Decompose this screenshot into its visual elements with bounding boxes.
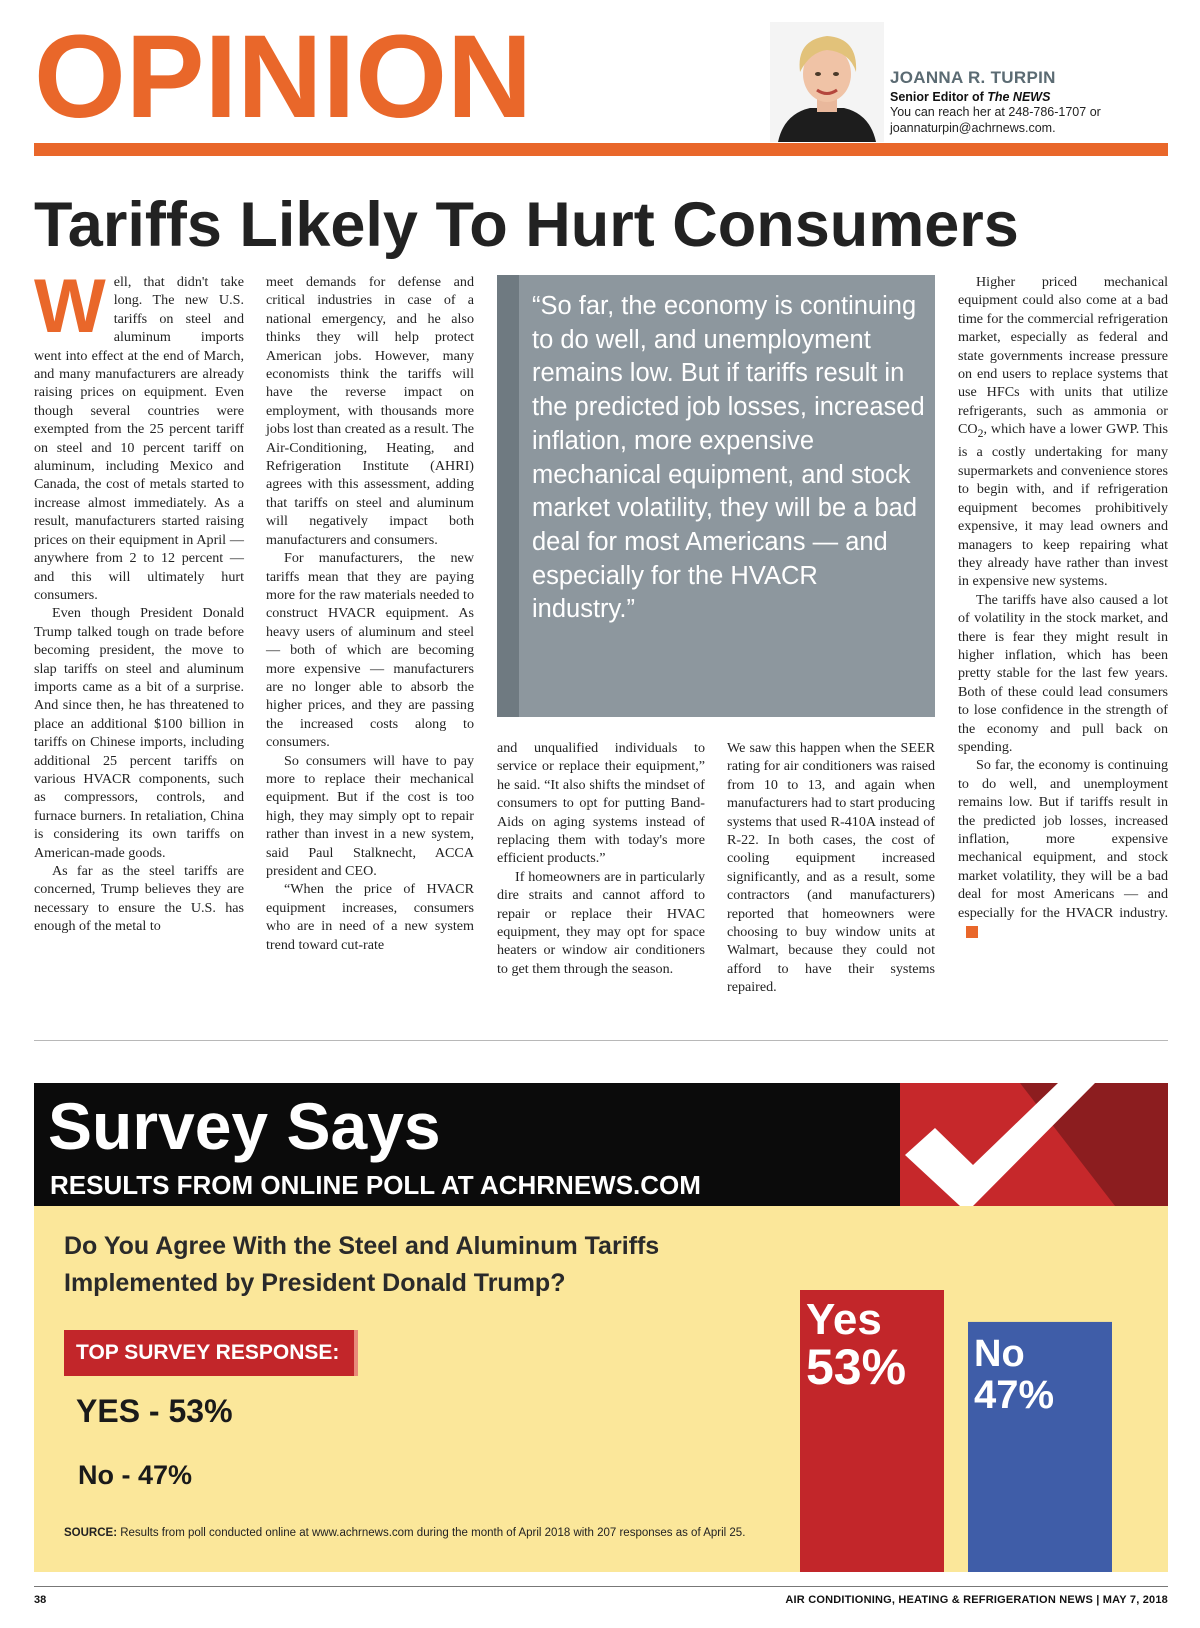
pull-quote-bar <box>497 275 519 717</box>
author-portrait-icon <box>770 22 884 142</box>
headline: Tariffs Likely To Hurt Consumers <box>34 190 1019 260</box>
footer-rule <box>34 1586 1168 1587</box>
paragraph: As far as the steel tariffs are concerned, Trump believes they are necessary to ensure the U.S. has enough of the metal to <box>34 863 244 935</box>
article-column-5 <box>958 273 1168 940</box>
paragraph: We saw this happen when the SEER rating for air conditioners was raised from 10 to 13, and again when manufacturers had to start producing systems that used R-410A instead of R-22. In both cases, the cost of cooling equipment increased significantly, and as a result, some contractors (and manufacturers) reported that homeowners were choosing to buy window units at Walmart, because they could not afford to have their systems repaired. <box>727 740 935 996</box>
author-photo <box>770 22 884 142</box>
response-yes: YES - 53% <box>76 1393 233 1429</box>
paragraph: If homeowners are in particularly dire straits and cannot afford to repair or replace their HVAC equipment, they may opt for space heaters or window air conditioners to get them through the season. <box>497 868 705 977</box>
survey-title: Survey Says <box>48 1089 441 1163</box>
survey-question <box>64 1228 764 1302</box>
question-line-1: Do You Agree With the Steel and Aluminum Tariffs <box>64 1232 660 1260</box>
paragraph-text: ell, that didn't take long. The new U.S. tariffs on steel and aluminum imports went into effect at the end of March, and many manufacturers are already raising prices on equipment. Even though several countries were exempted from the 25 percent tariff on steel and 10 percent tariff on aluminum, including Mexico and Canada, the cost of metals started to increase almost immediately. As a result, manufacturers started raising prices on their equipment in April — anywhere from 2 to 12 percent — and this will ultimately hurt consumers. <box>34 274 244 603</box>
author-email[interactable]: joannaturpin@achrnews.com. <box>890 121 1056 135</box>
header-rule <box>34 143 1168 156</box>
paragraph: So consumers will have to pay more to replace their mechanical equipment. But if the cost is too high, they may simply opt to repair rather than invest in a new system, said Paul Stalknecht, ACCA president and CEO. <box>266 752 474 879</box>
paragraph: The tariffs have also caused a lot of volatility in the stock market, and there is fear they might result in higher inflation, which has been pretty stable for the last few years. Both of these could lead consumers to lose confidence in the strength of the economy and pull back on spending. <box>958 591 1168 755</box>
article-column-2 <box>266 273 474 954</box>
response-no: No - 47% <box>78 1460 193 1490</box>
bar-value-label: 53% <box>806 1339 907 1395</box>
bar-category-label: Yes <box>806 1295 882 1344</box>
source-text: Results from poll conducted online at www.achrnews.com during the month of April 2018 with 207 responses as of April 25. <box>117 1527 746 1539</box>
paragraph-text: So far, the economy is continuing to do well, and unemployment remains low. But if tariffs result in the predicted job losses, increased inflation, more expensive mechanical equipment, and stock market volatility, they will be a bad deal for most Americans — and especially for the HVACR industry. <box>958 757 1168 921</box>
paragraph-text: , which have a lower GWP. This is a costly undertaking for many supermarkets and convenience stores to begin with, and if refrigeration equipment becomes prohibitively expensive, it may lead owners and managers to keep repairing what they already have rather than invest in expensive new systems. <box>958 421 1168 590</box>
paragraph: meet demands for defense and critical industries in case of a national emergency, and he also thinks they will help protect American jobs. However, many economists think the tariffs will have the reverse impact on employment, with thousands more jobs lost than created as a result. The Air-Conditioning, Heating, and Refrigeration Institute (AHRI) agrees with this assessment, adding that tariffs on steel and aluminum will negatively impact both manufacturers and consumers. <box>266 274 474 548</box>
section-title: OPINION <box>34 11 533 143</box>
subscript: 2 <box>977 427 984 441</box>
paragraph: Even though President Donald Trump talked tough on trade before becoming president, the move to slap tariffs on steel and aluminum imports came as a bit of a surprise. And since then, he has threatened to place an additional $100 billion in tariffs on Chinese imports, including additional 25 percent tariffs on various HVACR components, such as compressors, controls, and furnace burners. In retaliation, China is considering its own tariffs on American-made goods. <box>34 605 244 861</box>
bar-category-label: No <box>974 1332 1025 1375</box>
article-column-3 <box>497 739 705 978</box>
article-column-4 <box>727 739 935 997</box>
author-title-prefix: Senior Editor of <box>890 90 988 104</box>
end-of-article-icon <box>966 926 978 938</box>
top-response-label: TOP SURVEY RESPONSE: <box>64 1330 358 1376</box>
paragraph: “When the price of HVACR equipment increases, consumers who are in need of a new system trend toward cut-rate <box>266 881 474 953</box>
paragraph <box>958 273 1168 591</box>
author-title <box>890 90 1170 104</box>
publication-name: The NEWS <box>987 90 1051 104</box>
paragraph <box>958 756 1168 940</box>
survey-source <box>64 1527 745 1539</box>
paragraph: and unqualified individuals to service or replace their equipment,” he said. “It also shifts the mindset of consumers to opt for putting Band-Aids on aging systems instead of replacing them with today's more efficient products.” <box>497 740 705 867</box>
bar-value-label: 47% <box>974 1372 1055 1417</box>
checkmark-icon <box>900 1083 1168 1206</box>
drop-cap: W <box>34 264 106 349</box>
author-contact-line1: You can reach her at 248-786-1707 or <box>890 105 1101 119</box>
article-column-1 <box>34 264 244 936</box>
footer-publication: AIR CONDITIONING, HEATING & REFRIGERATION NEWS | MAY 7, 2018 <box>785 1594 1168 1606</box>
paragraph: For manufacturers, the new tariffs mean that they are paying more for the raw materials needed to construct HVACR equipment. As heavy users of aluminum and steel — both of which are becoming more expensive — manufacturers are no longer able to absorb the higher prices, and they are passing the increased costs along to consumers. <box>266 550 474 751</box>
source-label: SOURCE: <box>64 1527 118 1539</box>
paragraph <box>34 264 244 604</box>
question-line-2: Implemented by President Donald Trump? <box>64 1269 566 1297</box>
section-divider <box>34 1040 1168 1041</box>
pull-quote-text: “So far, the economy is continuing to do well, and unemployment remains low. But if tariffs result in the predicted job losses, increased inflation, more expensive mechanical equipment, and stock market volatility, they will be a bad deal for most Americans — and especially for the HVACR industry.” <box>532 292 925 624</box>
page-number: 38 <box>34 1594 47 1606</box>
author-block <box>890 68 1170 136</box>
survey-bar-chart <box>800 1290 1168 1572</box>
survey-subtitle: RESULTS FROM ONLINE POLL AT ACHRNEWS.COM <box>50 1170 701 1200</box>
paragraph-text: Higher priced mechanical equipment could also come at a bad time for the commercial refrigeration market, especially as federal and state governments increase pressure on end users to replace systems that use HFCs with units that utilize refrigerants, such as ammonia or CO <box>958 274 1168 438</box>
author-name: JOANNA R. TURPIN <box>890 68 1056 87</box>
